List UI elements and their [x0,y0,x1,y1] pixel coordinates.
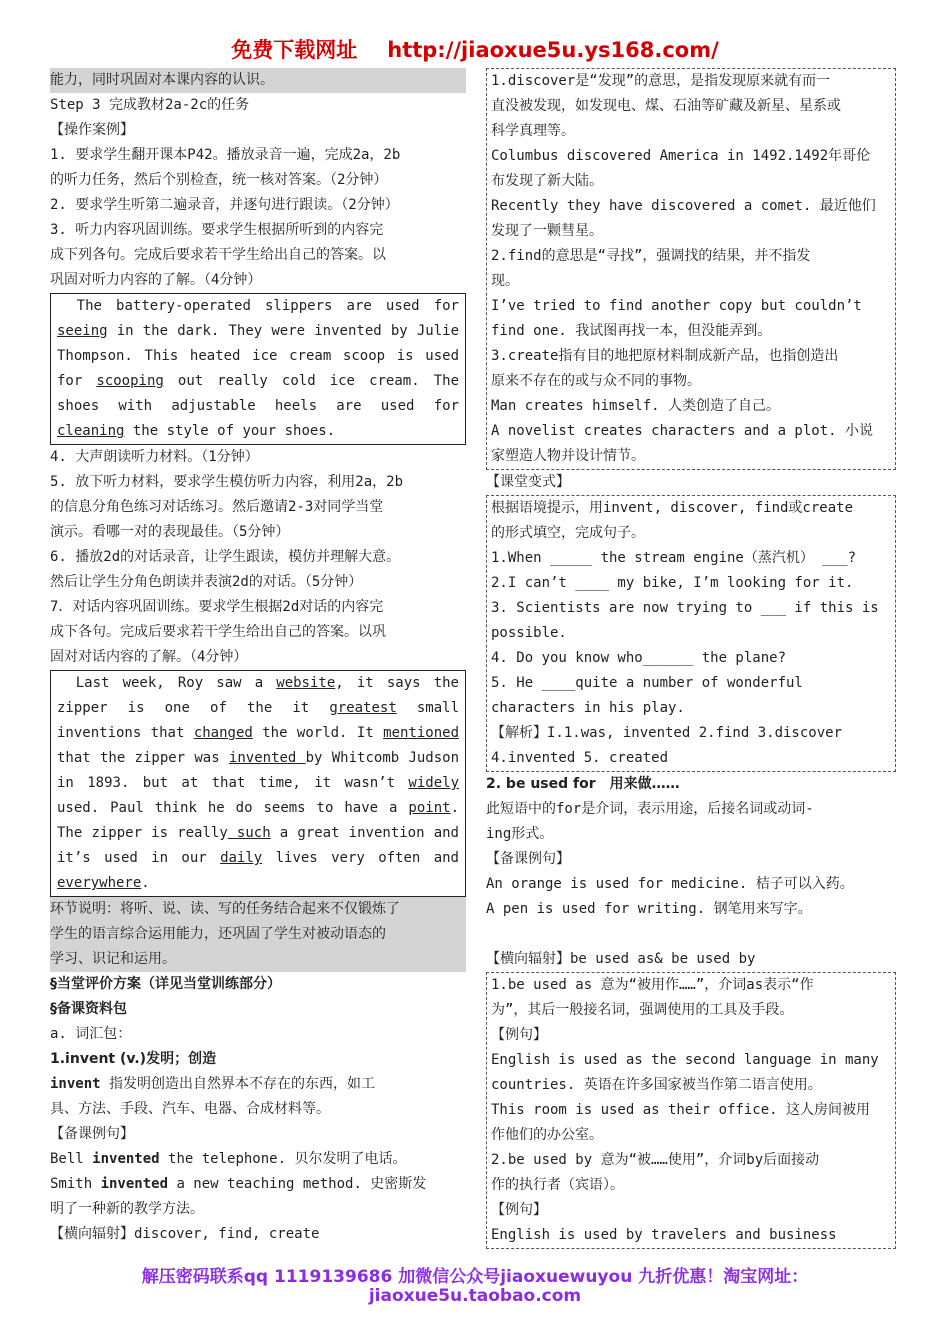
listening-passage-box [50,293,466,445]
note-line: 学生的语言综合运用能力，还巩固了学生对被动语态的 [50,926,386,942]
usage-line: countries. 英语在许多国家被当作第二语言使用。 [491,1077,822,1093]
comparison-line: 布发现了新大陆。 [491,173,603,189]
text-run: lives very often and [262,850,459,866]
step-line: 成下各句。完成后要求若干学生给出自己的答案。以巩 [50,624,386,640]
vocab-heading: a. 词汇包： [50,1026,132,1042]
comparison-line: 现。 [491,273,519,289]
comparison-line: Recently they have discovered a comet. 最近他们 [491,198,876,214]
be-used-as-by-box [486,972,896,1249]
step-line: 然后让学生分角色朗读并表演2d的对话。（5分钟） [50,574,363,590]
text-run: . [141,875,150,891]
text-line [50,1097,466,1122]
step-line: 成下列各句。完成后要求若干学生给出自己的答案。以 [50,247,386,263]
text-line [57,369,459,394]
text-run: Smith [50,1176,101,1192]
text-run: 具、方法、手段、汽车、电器、合成材料等。 [50,1101,330,1117]
step-line: 7．对话内容巩固训练。要求学生根据2d对话的内容完 [50,599,384,615]
step-line: 5. 放下听力材料，要求学生模仿听力内容，利用2a，2b [50,474,403,490]
text-run: zipper is one of the it [57,700,330,716]
exercise-line: 的形式填空，完成句子。 [491,525,645,541]
text-run: inventions that [57,725,194,741]
step-line: 的听力任务，然后个别检查，统一核对答案。（2分钟） [50,172,388,188]
definition-line: 此短语中的for是介词，表示用途，后接名词或动词- [486,801,814,817]
comparison-line: 2.find的意思是“寻找”，强调找的结果，并不指发 [491,248,811,264]
blank-line [486,922,896,947]
comparison-line: 发现了一颗彗星。 [491,223,603,239]
underlined-word: mentioned [383,725,459,741]
underlined-word: widely [408,775,459,791]
text-run: the telephone. 贝尔发明了电话。 [159,1151,407,1167]
dialogue-passage-box [50,670,466,897]
usage-line: 为”，其后一般接名词，强调使用的工具及手段。 [491,1002,794,1018]
text-line [57,771,459,796]
exercise-box [486,495,896,772]
radiation-label: 【横向辐射】be used as& be used by [486,951,756,967]
underlined-word: greatest [329,700,397,716]
text-run: Thompson. This heated ice cream scoop is used [57,348,459,364]
intro-line: 能力，同时巩固对本课内容的认识。 [50,68,466,93]
exercise-line: 4. Do you know who______ the plane? [491,650,787,666]
text-line [57,871,459,896]
exercise-line: 根据语境提示，用invent, discover, find或create [491,500,854,516]
exercise-line: 4.invented 5. created [491,750,669,766]
text-run: used. Paul think he do seems to have a [57,800,409,816]
page-header [0,34,950,64]
text-run: invent [50,1076,101,1092]
underlined-word: scooping [96,373,164,389]
usage-line: 作他们的办公室。 [491,1127,603,1143]
exercise-line: 【解析】I.1.was, invented 2.find 3.discover [491,725,843,741]
step3-title: Step 3 完成教材2a-2c的任务 [50,97,250,113]
text-run: 明了一种新的教学方法。 [50,1201,204,1217]
underlined-word: cleaning [57,423,125,439]
comparison-line: 原来不存在的或与众不同的事物。 [491,373,701,389]
text-run: by Whitcomb Judson [305,750,459,766]
text-run: that the zipper was [57,750,229,766]
text-run: small [396,700,459,716]
exercise-line: 1.When _____ the stream engine（蒸汽机） ___? [491,550,857,566]
step-line: 4. 大声朗读听力材料。（1分钟） [50,449,259,465]
step-line: 演示。看哪一对的表现最佳。（5分钟） [50,524,290,540]
usage-line: 1.be used as 意为“被用作……”，介词as表示“作 [491,977,814,993]
text-line [57,721,459,746]
header-url[interactable]: http://jiaoxue5u.ys168.com/ [387,38,719,62]
text-run: in 1893. but at that time, it wasn’t [57,775,409,791]
invent-definition [50,1072,466,1122]
underlined-word: invented [228,750,306,766]
step-line: 的信息分角色练习对话练习。然后邀请2-3对同学当堂 [50,499,384,515]
example-label: 【备课例句】 [486,851,570,867]
step-line: 2. 要求学生听第二遍录音，并逐句进行跟读。（2分钟） [50,197,399,213]
underlined-word: changed [193,725,253,741]
underlined-word: website [276,675,336,691]
text-run: Bell [50,1151,93,1167]
text-run: the world. It [252,725,384,741]
variant-label: 【课堂变式】 [486,474,570,490]
step-line: 3. 听力内容巩固训练。要求学生根据所听到的内容完 [50,222,384,238]
comparison-line: A novelist creates characters and a plot. 小说 [491,423,874,439]
steps-part-b [50,445,466,670]
text-line [57,696,459,721]
step-line: 固对对话内容的了解。（4分钟） [50,649,248,665]
comparison-line: I’ve tried to find another copy but couldn’t [491,298,862,314]
comparison-line: Man creates himself. 人类创造了自己。 [491,398,781,414]
text-line [57,294,459,319]
underlined-word: daily [220,850,263,866]
underlined-word: seeing [57,323,108,339]
text-run: invented [100,1176,169,1192]
invent-heading: 1.invent (v.)发明；创造 [50,1051,217,1067]
steps-part-a [50,143,466,293]
right-column [486,68,896,1249]
text-line [57,746,459,771]
text-run: invented [92,1151,160,1167]
evaluation-heading: §当堂评价方案（详见当堂训练部分） [50,976,281,992]
usage-line: 2.be used by 意为“被……使用”，介词by后面接动 [491,1152,820,1168]
text-run: shoes with adjustable heels are used for [57,398,459,414]
text-run: The battery-operated slippers are used for [57,298,459,314]
comparison-line: Columbus discovered America in 1492.1492年哥伦 [491,148,871,164]
note-line: 环节说明：将听、说、读、写的任务结合起来不仅锻炼了 [50,901,400,917]
text-run: the style of your shoes. [124,423,336,439]
usage-line: 【例句】 [491,1027,547,1043]
exercise-line: characters in his play. [491,700,685,716]
text-line [57,796,459,821]
text-run: , it says the [335,675,459,691]
text-line [57,419,459,444]
text-run: for [57,373,97,389]
text-run: . [450,800,459,816]
underlined-word: everywhere [57,875,142,891]
step-line: 6. 播放2d的对话录音，让学生跟读，模仿并理解大意。 [50,549,401,565]
comparison-line: find one. 我试图再找一本，但没能弄到。 [491,323,772,339]
word-comparison-box [486,68,896,470]
text-run: in the dark. They were invented by Julie [107,323,459,339]
step-line: 巩固对听力内容的了解。（4分钟） [50,272,262,288]
footer-line-1: 解压密码联系qq 1119139686 加微信公众号jiaoxuewuyou 九折优惠！淘宝网址： [141,1267,809,1287]
exercise-line: 5. He ____quite a number of wonderful [491,675,803,691]
resource-heading: §备课资料包 [50,1001,127,1017]
text-line [57,671,459,696]
exercise-line: 3. Scientists are now trying to ___ if this is [491,600,879,616]
section-note [50,897,466,972]
usage-line: 作的执行者（宾语）。 [491,1177,624,1193]
text-line [50,1172,466,1197]
comparison-line: 家塑造人物并设计情节。 [491,448,645,464]
be-used-for-heading: 2. be used for 用来做…… [486,776,680,792]
text-run: it’s used in our [57,850,221,866]
text-run: out really cold ice cream. The [163,373,459,389]
text-line [57,821,459,846]
text-line [50,1072,466,1097]
case-label: 【操作案例】 [50,122,134,138]
text-run: a new teaching method. 史密斯发 [168,1176,427,1192]
footer-line-2[interactable]: jiaoxue5u.taobao.com [368,1286,582,1306]
underlined-word: point [408,800,451,816]
text-line [57,394,459,419]
usage-line: This room is used as their office. 这人房间被用 [491,1102,871,1118]
text-line [57,846,459,871]
usage-line: 【例句】 [491,1202,547,1218]
step-line: 1. 要求学生翻开课本P42。播放录音一遍，完成2a，2b [50,147,401,163]
comparison-line: 直没被发现，如发现电、煤、石油等矿藏及新星、星系或 [491,98,841,114]
definition-line: ing形式。 [486,826,554,842]
comparison-line: 科学真理等。 [491,123,575,139]
comparison-line: 3.create指有目的地把原材料制成新产品，也指创造出 [491,348,839,364]
note-line: 学习、识记和运用。 [50,951,176,967]
example-line: An orange is used for medicine. 桔子可以入药。 [486,876,854,892]
exercise-line: possible. [491,625,567,641]
text-line [57,319,459,344]
text-line [50,1197,466,1222]
example-label: 【备课例句】 [50,1126,134,1142]
usage-line: English is used by travelers and business [491,1227,837,1243]
text-run: a great invention and [270,825,459,841]
invent-examples [50,1147,466,1222]
exercise-line: 2.I can’t ____ my bike, I’m looking for it. [491,575,854,591]
left-column [50,68,466,1247]
example-line: A pen is used for writing. 钢笔用来写字。 [486,901,812,917]
header-title: 免费下载网址 [231,38,358,62]
comparison-line: 1.discover是“发现”的意思，是指发现原来就有而一 [491,73,831,89]
text-line [50,1147,466,1172]
text-line [57,344,459,369]
text-run: The zipper is really [57,825,228,841]
radiation-label: 【横向辐射】discover, find, create [50,1226,320,1242]
usage-line: English is used as the second language in many [491,1052,879,1068]
text-run: 指发明创造出自然界本不存在的东西，如工 [100,1076,376,1092]
text-run: Last week, Roy saw a [57,675,277,691]
underlined-word: such [227,825,271,841]
